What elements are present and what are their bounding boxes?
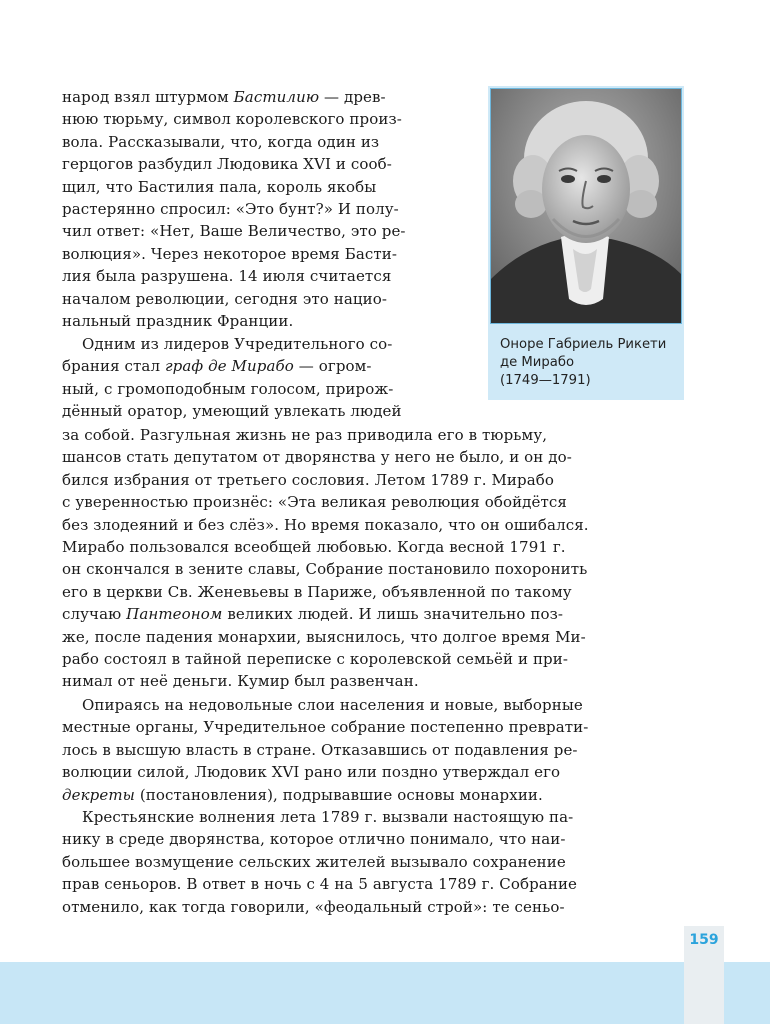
text-line: дённый оратор, умеющий увлекать людей: [62, 402, 402, 421]
text-line: чил ответ: «Нет, Ваше Величество, это ре-: [62, 222, 406, 241]
text-line: брания стал граф де Мирабо — огром-: [62, 357, 372, 376]
text-line: прав сеньоров. В ответ в ночь с 4 на 5 августа 1789 г. Собрание: [62, 875, 578, 894]
text-line: отменило, как тогда говорили, «феодальный строй»: те сеньо-: [62, 897, 565, 916]
paragraph-assembly: [62, 694, 684, 806]
text-line: местные органы, Учредительное собрание постепенно преврати-: [62, 718, 589, 737]
page-number: 159: [689, 932, 719, 948]
paragraph-mirabeau-start: [62, 333, 466, 423]
text-line: щил, что Бастилия пала, король якобы: [62, 177, 377, 196]
footer-band: [0, 962, 770, 1024]
text-line: с уверенностью произнёс: «Эта великая революция обойдётся: [62, 493, 567, 512]
text-line: волюции силой, Людовик XVI рано или поздно утверждал его: [62, 763, 561, 782]
term-mirabeau: граф де Мирабо: [164, 357, 294, 376]
term-pantheon: Пантеоном: [126, 605, 223, 624]
text-line: нику в среде дворянства, которое отлично понимало, что наи-: [62, 830, 566, 849]
text-line: волюция». Через некоторое время Басти-: [62, 244, 398, 263]
text-line: растерянно спросил: «Это бунт?» И полу-: [62, 200, 399, 219]
text-line: он скончался в зените славы, Собрание постановило похоронить: [62, 560, 588, 579]
text-line: нальный праздник Франции.: [62, 312, 294, 331]
caption-line: (1749—1791): [500, 373, 591, 388]
text-line: бился избрания от третьего сословия. Летом 1789 г. Мирабо: [62, 470, 555, 489]
text-line: нюю тюрьму, символ королевского произ-: [62, 110, 402, 129]
text-line: герцогов разбудил Людовика XVI и сооб-: [62, 155, 392, 174]
text-line: без злодеяний и без слёз». Но время показало, что он ошибался.: [62, 515, 589, 534]
text-line: нимал от неё деньги. Кумир был развенчан.: [62, 672, 419, 691]
paragraph-mirabeau-continued: [62, 424, 684, 693]
text-line: декреты (постановления), подрывавшие основы монархии.: [62, 785, 543, 804]
paragraph-peasants: [62, 806, 684, 918]
text-line: Опираясь на недовольные слои населения и новые, выборные: [82, 696, 583, 714]
text-line: народ взял штурмом Бастилию — древ-: [62, 88, 386, 106]
text-line: началом революции, сегодня это нацио-: [62, 289, 388, 308]
text-line: же, после падения монархии, выяснилось, что долгое время Ми-: [62, 627, 586, 646]
mirabeau-portrait-icon: [491, 89, 681, 323]
text-line: шансов стать депутатом от дворянства у него не было, и он до-: [62, 448, 572, 467]
text-line: лия была разрушена. 14 июля считается: [62, 267, 392, 286]
text-line: Мирабо пользовался всеобщей любовью. Когда весной 1791 г.: [62, 538, 566, 557]
portrait-figure: [488, 86, 684, 400]
text-line: его в церкви Св. Женевьевы в Париже, объявленной по такому: [62, 582, 572, 601]
text-line: Одним из лидеров Учредительного со-: [82, 335, 393, 353]
text-line: ный, с громоподобным голосом, прирож-: [62, 379, 394, 398]
text-line: большее возмущение сельских жителей вызывало сохранение: [62, 852, 566, 871]
text-line: Крестьянские волнения лета 1789 г. вызвали настоящую па-: [82, 808, 574, 826]
text-line: случаю Пантеоном великих людей. И лишь значительно поз-: [62, 605, 564, 624]
text-line: лось в высшую власть в стране. Отказавшись от подавления ре-: [62, 740, 578, 759]
caption-line: Оноре Габриель Рикети: [500, 337, 667, 352]
text-line: вола. Рассказывали, что, когда один из: [62, 132, 380, 151]
term-bastille: Бастилию: [233, 88, 320, 106]
caption-line: де Мирабо: [500, 355, 575, 370]
portrait-caption: [500, 336, 676, 390]
portrait-image: [490, 88, 682, 324]
text-line: рабо состоял в тайной переписке с королевской семьёй и при-: [62, 650, 569, 669]
text-line: за собой. Разгульная жизнь не раз приводила его в тюрьму,: [62, 426, 548, 444]
term-decrees: декреты: [62, 785, 135, 804]
paragraph-bastille: [62, 86, 466, 332]
